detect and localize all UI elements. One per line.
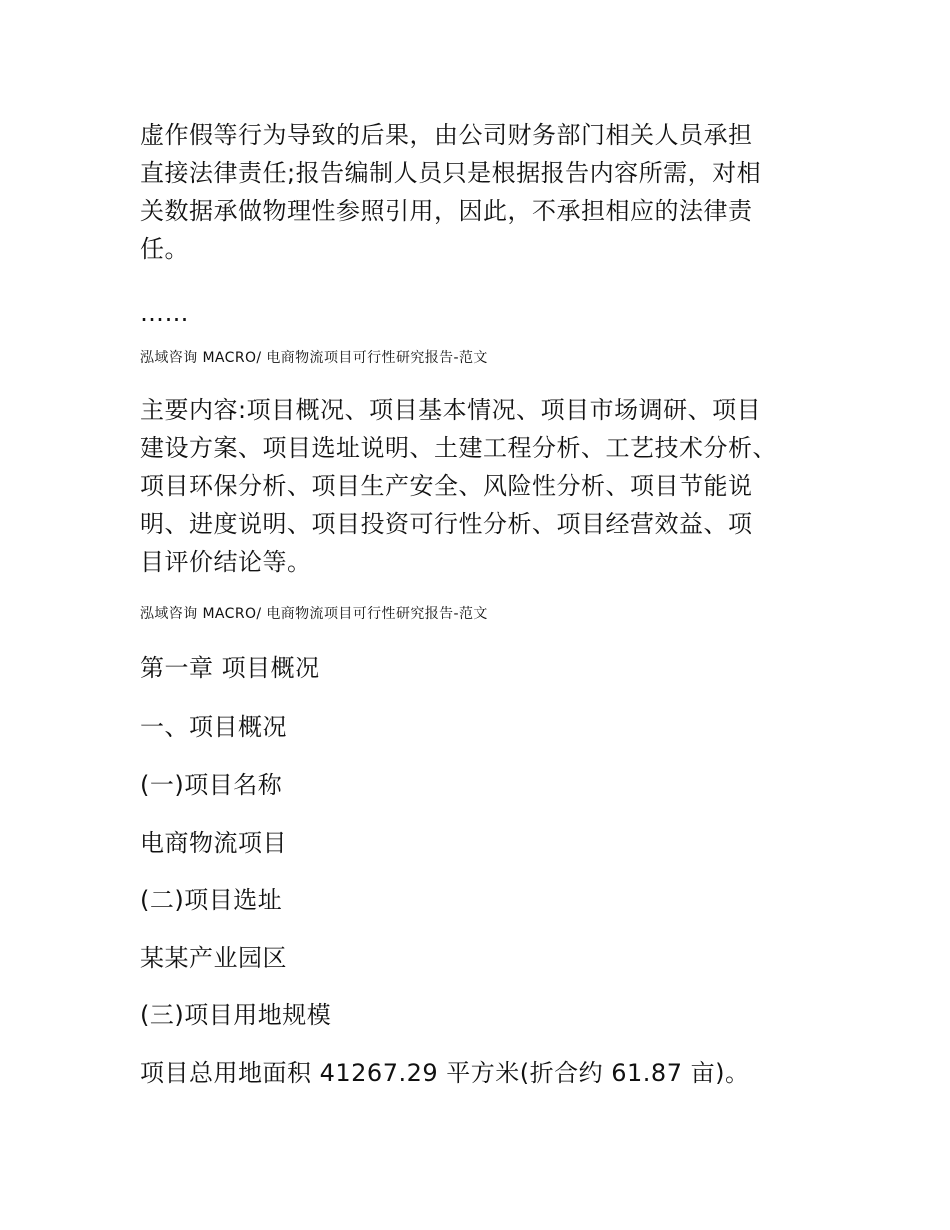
paragraph-line: 任。: [140, 235, 189, 263]
paragraph-line: 主要内容:项目概况、项目基本情况、项目市场调研、项目: [140, 396, 762, 424]
header-note: 泓域咨询 MACRO/ 电商物流项目可行性研究报告-范文: [140, 350, 488, 366]
paragraph-line: 建设方案、项目选址说明、土建工程分析、工艺技术分析、: [140, 434, 777, 462]
section-title: 一、项目概况: [140, 713, 287, 741]
paragraph-line: 目评价结论等。: [140, 548, 312, 576]
item-value: 项目总用地面积 41267.29 平方米(折合约 61.87 亩)。: [140, 1059, 750, 1087]
intro-paragraph: [140, 116, 820, 268]
contents-paragraph: [140, 391, 820, 581]
item-heading: (三)项目用地规模: [140, 1001, 332, 1029]
paragraph-line: 项目环保分析、项目生产安全、风险性分析、项目节能说: [140, 472, 753, 500]
paragraph-line: 直接法律责任;报告编制人员只是根据报告内容所需，对相: [140, 159, 762, 187]
paragraph-line: 明、进度说明、项目投资可行性分析、项目经营效益、项: [140, 510, 753, 538]
paragraph-line: 虚作假等行为导致的后果，由公司财务部门相关人员承担: [140, 121, 753, 149]
header-note: 泓域咨询 MACRO/ 电商物流项目可行性研究报告-范文: [140, 606, 488, 622]
item-value: 电商物流项目: [140, 829, 287, 857]
chapter-title: 第一章 项目概况: [140, 654, 320, 682]
ellipsis-text: ……: [140, 299, 189, 327]
item-heading: (一)项目名称: [140, 771, 283, 799]
item-heading: (二)项目选址: [140, 886, 283, 914]
item-value: 某某产业园区: [140, 944, 287, 972]
paragraph-line: 关数据承做物理性参照引用，因此，不承担相应的法律责: [140, 197, 753, 225]
